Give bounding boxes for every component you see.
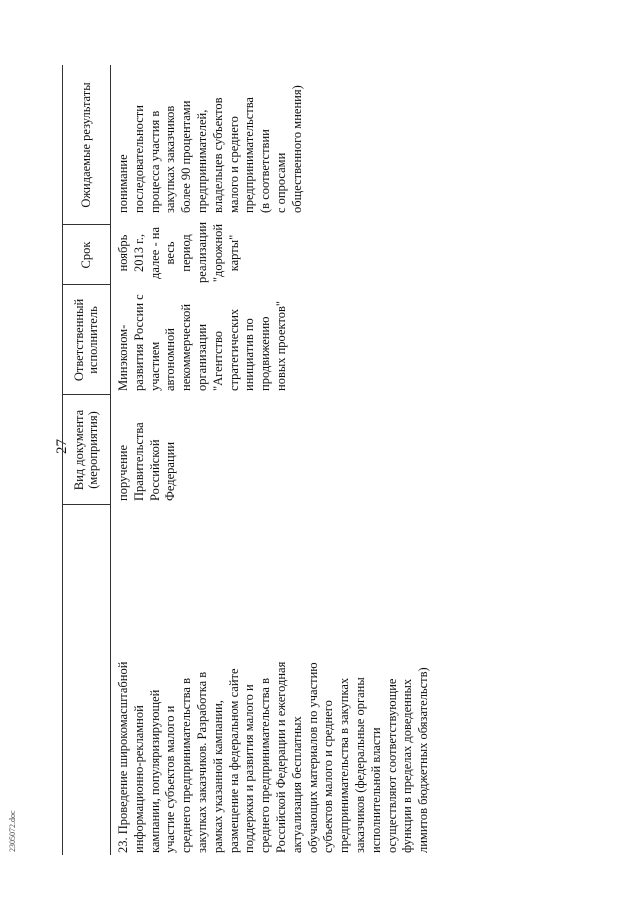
cell-measure: 23. Проведение широкомасштабной информационно-рекламной кампании, популяризирующей участие субъектов малого и среднего предпринимательства в закупках заказчиков. Разработка в рамках указанной кампании, размещение на федеральном сайте поддержки и развития малого и среднего предпринимательства в Российской Федерации и ежегодная актуализация бесплатных обучающих материалов по участию субъектов малого и среднего предпринимательства в закупках заказчиков (федеральные органы исполнительной власти осуществляют соответствующие функции в пределах доведенных лимитов бюджетных обязательств) [116,661,431,853]
column-divider-4 [62,224,110,225]
cell-deadline: ноябрь 2013 г., далее - на весь период реализации "дорожной карты" [116,221,241,283]
cell-doc-type: поручение Правительства Российской Федерации [116,422,178,501]
column-divider-3 [62,284,110,285]
column-divider-1 [62,504,110,505]
table-header-rule [110,65,111,855]
cell-expected-results: понимание последовательности процесса участия в закупках заказчиков более 90 процентами предпринимателей, владельцев субъектов малого и среднего предпринимательства (в соответствии с опросами общественного мнения) [116,85,304,213]
cell-executor: Минэконом- развития России с участием автономной некоммерческой организации "Агентство стратегических инициатив по продвижению новых проектов" [116,294,288,391]
page-number: 27 [54,439,70,454]
header-deadline: Срок [79,241,93,269]
file-reference: 2305072.doc [8,810,17,852]
column-divider-2 [62,394,110,395]
header-executor: Ответственный исполнитель [72,298,100,382]
header-doc-type: Вид документа (мероприятия) [72,409,100,491]
table-top-rule [62,65,63,855]
action-plan-table [62,65,452,855]
header-expected-results: Ожидаемые результаты [79,82,93,208]
